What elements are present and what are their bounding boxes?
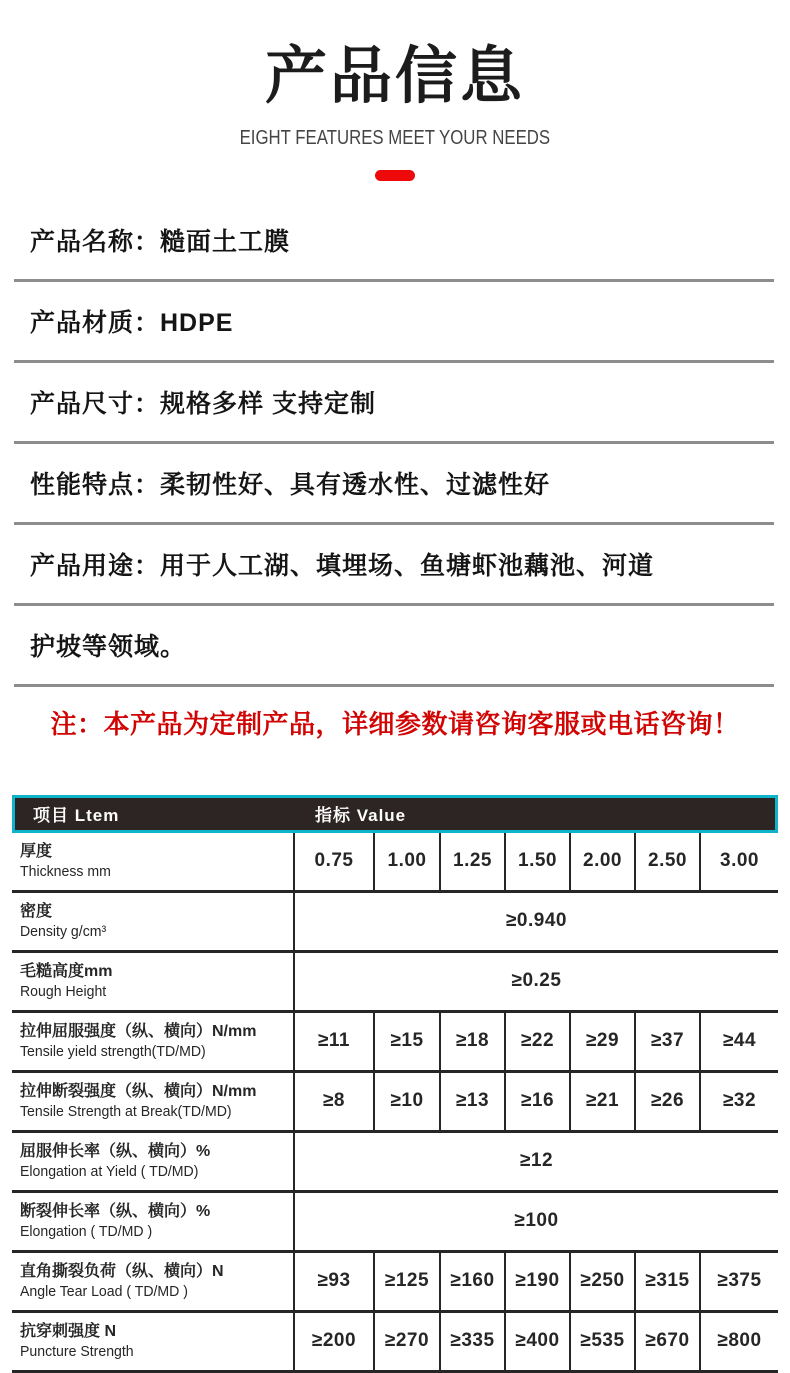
spec-table-row [12,953,778,1013]
spec-value-cell: ≥270 [373,1313,439,1370]
spec-value-cell: ≥8 [293,1073,373,1130]
spec-value-cell: ≥190 [504,1253,569,1310]
spec-value-cell: 1.50 [504,833,569,890]
spec-value-cell: ≥18 [439,1013,504,1070]
spec-label-en: Angle Tear Load ( TD/MD ) [20,1282,188,1300]
product-info-list [14,201,774,687]
spec-label-cn: 断裂伸长率（纵、横向）% [20,1203,211,1221]
spec-value-cell: ≥21 [569,1073,634,1130]
product-info-row: 产品用途：用于人工湖、填埋场、鱼塘虾池藕池、河道 [14,525,774,606]
spec-row-label [12,1013,293,1070]
spec-label-cn: 屈服伸长率（纵、横向）% [20,1143,211,1161]
product-info-row: 产品材质：HDPE [14,282,774,363]
spec-row-label [12,1313,293,1370]
spec-table-row [12,833,778,893]
spec-value-cell: 2.00 [569,833,634,890]
spec-value-cell: ≥335 [439,1313,504,1370]
spec-value-cell: ≥800 [699,1313,778,1370]
accent-dash [375,170,415,181]
hero-section [0,0,790,181]
spec-row-label [12,833,293,890]
spec-table-body [12,833,778,1373]
spec-value-cell: 2.50 [634,833,699,890]
spec-row-label [12,1073,293,1130]
spec-row-label [12,953,293,1010]
spec-table-row [12,1313,778,1373]
spec-table-header [12,795,778,833]
spec-value-cell: ≥160 [439,1253,504,1310]
spec-label-en: Tensile yield strength(TD/MD) [20,1042,206,1060]
spec-value-cell: ≥32 [699,1073,778,1130]
spec-value-cell: ≥200 [293,1313,373,1370]
product-info-row: 产品名称：糙面土工膜 [14,201,774,282]
spec-label-cn: 厚度 [20,843,53,861]
spec-value-cell: ≥315 [634,1253,699,1310]
spec-value-cell: ≥22 [504,1013,569,1070]
spec-row-label [12,1193,293,1250]
spec-value-cell: ≥535 [569,1313,634,1370]
spec-label-cn: 毛糙高度mm [20,963,113,981]
spec-value-cell: 3.00 [699,833,778,890]
spec-value-cell: ≥670 [634,1313,699,1370]
spec-value-cell: ≥125 [373,1253,439,1310]
spec-value-cell: ≥400 [504,1313,569,1370]
spec-value-span: ≥0.25 [293,953,778,1010]
spec-row-label [12,1133,293,1190]
spec-label-en: Elongation ( TD/MD ) [20,1222,153,1240]
spec-header-value: 指标 Value [315,806,407,826]
spec-value-span: ≥100 [293,1193,778,1250]
spec-label-cn: 抗穿刺强度 N [20,1323,117,1341]
spec-label-en: Thickness mm [20,862,111,880]
page-subtitle: EIGHT FEATURES MEET YOUR NEEDS [239,126,551,149]
spec-label-en: Puncture Strength [20,1342,134,1360]
spec-value-cell: ≥11 [293,1013,373,1070]
spec-label-en: Density g/cm³ [20,922,107,940]
spec-table-row [12,1253,778,1313]
spec-value-cell: ≥26 [634,1073,699,1130]
spec-value-span: ≥0.940 [293,893,778,950]
spec-value-cell: ≥93 [293,1253,373,1310]
spec-label-cn: 密度 [20,903,53,921]
spec-value-cell: ≥44 [699,1013,778,1070]
spec-value-cell: ≥375 [699,1253,778,1310]
product-info-row: 护坡等领域。 [14,606,774,687]
spec-value-cell: ≥250 [569,1253,634,1310]
spec-label-en: Elongation at Yield ( TD/MD) [20,1162,199,1180]
spec-table-row [12,1193,778,1253]
spec-table-row [12,1013,778,1073]
spec-value-span: ≥12 [293,1133,778,1190]
spec-table-row [12,893,778,953]
spec-value-cell: ≥16 [504,1073,569,1130]
spec-value-cell: ≥37 [634,1013,699,1070]
spec-row-label [12,893,293,950]
spec-value-cell: ≥29 [569,1013,634,1070]
spec-value-cell: ≥10 [373,1073,439,1130]
spec-value-cell: 1.00 [373,833,439,890]
product-info-row: 产品尺寸：规格多样 支持定制 [14,363,774,444]
spec-label-en: Rough Height [20,982,107,1000]
spec-label-cn: 拉伸屈服强度（纵、横向）N/mm [20,1023,257,1041]
product-info-row: 性能特点：柔韧性好、具有透水性、过滤性好 [14,444,774,525]
spec-row-label [12,1253,293,1310]
custom-product-note: 注：本产品为定制产品，详细参数请咨询客服或电话咨询！ [50,708,740,739]
spec-table [12,795,778,1373]
spec-header-item: 项目 Ltem [33,806,120,826]
spec-label-cn: 直角撕裂负荷（纵、横向）N [20,1263,224,1281]
spec-label-en: Tensile Strength at Break(TD/MD) [20,1102,232,1120]
spec-value-cell: ≥13 [439,1073,504,1130]
page-title: 产品信息 [264,42,525,111]
spec-table-row [12,1073,778,1133]
spec-value-cell: ≥15 [373,1013,439,1070]
spec-table-row [12,1133,778,1193]
spec-value-cell: 1.25 [439,833,504,890]
spec-label-cn: 拉伸断裂强度（纵、横向）N/mm [20,1083,257,1101]
spec-value-cell: 0.75 [293,833,373,890]
